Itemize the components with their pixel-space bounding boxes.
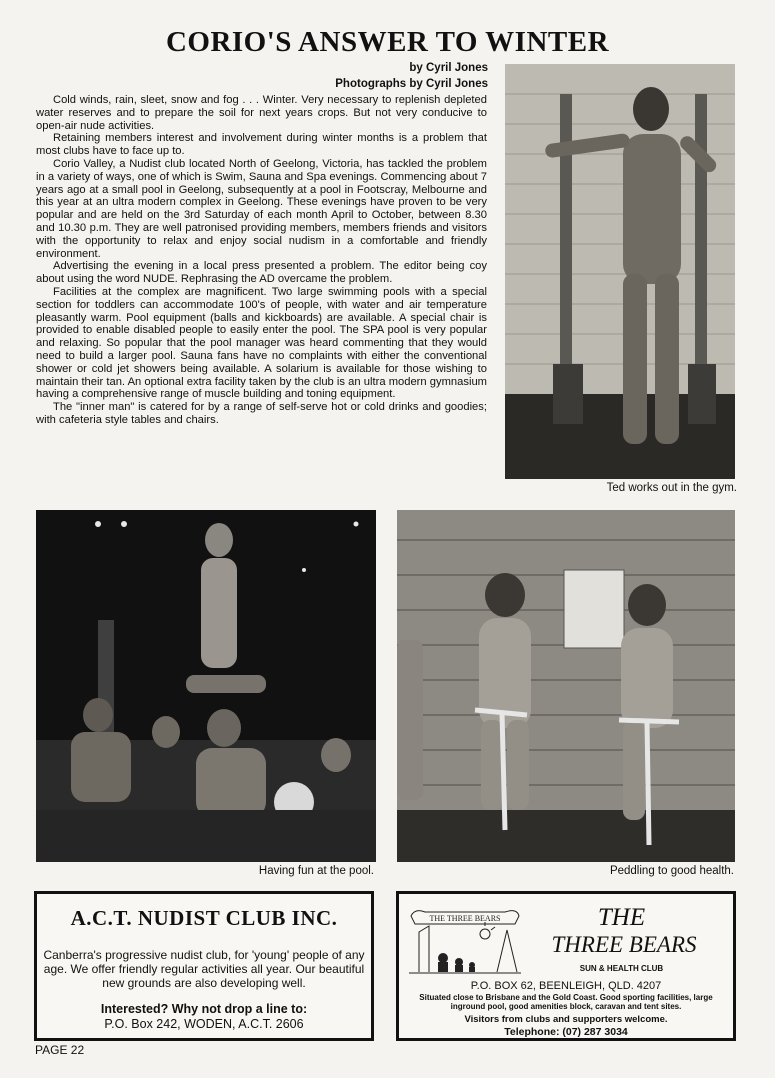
- ad-address: P.O. Box 242, WODEN, A.C.T. 2606: [104, 1017, 304, 1031]
- article-paragraph: Facilities at the complex are magnificent. Two large swimming pools with a special section for toddlers can accommodate 100's of people, with water and air temperature pleasantly warm. Pool equipment (balls and kickboards) are available. A special chair is provided to enable disabled people to easily enter the pool. The SPA pool is very popular and relaxing. So popular that the pool manager was heard commenting that they would need to build a larger pool. Sauna fans have no complaints with either the conventional shower or cold jet showers being available. A solarium is available for those wishing to maintain their tan. An optional extra facility taken by the club is an ultra modern gymnasium having a comprehensive range of muscle building and toning equipment.: [36, 285, 487, 401]
- act-nudist-club-ad: [34, 891, 374, 1041]
- club-subtitle: SUN & HEALTH CLUB: [579, 964, 664, 973]
- page-number: PAGE 22: [35, 1043, 85, 1057]
- club-name-line1: THE: [597, 904, 646, 931]
- pool-caption: Having fun at the pool.: [258, 865, 374, 877]
- club-name-line2: THREE BEARS: [551, 932, 697, 957]
- ad-body: Canberra's progressive nudist club, for 'young' people of any age. We offer friendly regular activities all year. Our beautiful new grounds are also developing well.: [43, 948, 365, 990]
- article-paragraph: Cold winds, rain, sleet, snow and fog . . . Winter. Very necessary to replenish depleted water reserves and to prepare the soil for next years crops. But not very conducive to open-air nude activities.: [36, 94, 487, 132]
- logo-banner-text: THE THREE BEARS: [429, 914, 501, 923]
- club-description: Situated close to Brisbane and the Gold Coast. Good sporting facilities, large inground pool, good amenities block, caravan and tent sites.: [419, 993, 713, 1011]
- article-body: [36, 94, 487, 427]
- pool-photo: [36, 510, 376, 862]
- club-visitors-note: Visitors from clubs and supporters welcome.: [464, 1014, 668, 1025]
- gym-caption: Ted works out in the gym.: [606, 482, 737, 494]
- article-paragraph: Corio Valley, a Nudist club located North of Geelong, Victoria, has tackled the problem in a variety of ways, one of which is Swim, Sauna and Spa evenings. Commencing about 7 years ago at a small pool in Geelong, subsequently at a pool in Footscray, Melbourne and this year at an ultra modern complex in Geelong. These evenings have proven to be very popular and are held on the 3rd Saturday of each month April to October, between 8.30 and 10.30 p.m. They are well patronised providing members, members friends and visitors with the opportunity to relax and enjoy social nudism in a comfortable and friendly environment.: [36, 157, 487, 260]
- article-paragraph: The "inner man" is catered for by a range of self-serve hot or cold drinks and goodies; with cafeteria style tables and chairs.: [36, 401, 487, 426]
- club-address: P.O. BOX 62, BEENLEIGH, QLD. 4207: [470, 980, 662, 992]
- three-bears-logo: [405, 902, 525, 978]
- photo-credit: Photographs by Cyril Jones: [335, 78, 488, 90]
- gym-photo: [505, 64, 735, 479]
- three-bears-ad: [396, 891, 736, 1041]
- bikes-photo: [397, 510, 735, 862]
- bikes-caption: Peddling to good health.: [609, 865, 734, 877]
- author-byline: by Cyril Jones: [409, 62, 488, 74]
- article-paragraph: Advertising the evening in a local press presented a problem. The editor being coy about using the word NUDE. Rephrasing the AD overcame the problem.: [36, 260, 487, 286]
- ad-title: A.C.T. NUDIST CLUB INC.: [70, 906, 338, 930]
- club-telephone: Telephone: (07) 287 3034: [504, 1026, 628, 1038]
- article-paragraph: Retaining members interest and involvement during winter months is a problem that most clubs have to face up to.: [36, 132, 487, 158]
- page-title: CORIO'S ANSWER TO WINTER: [165, 26, 610, 58]
- ad-cta: Interested? Why not drop a line to:: [100, 1002, 308, 1016]
